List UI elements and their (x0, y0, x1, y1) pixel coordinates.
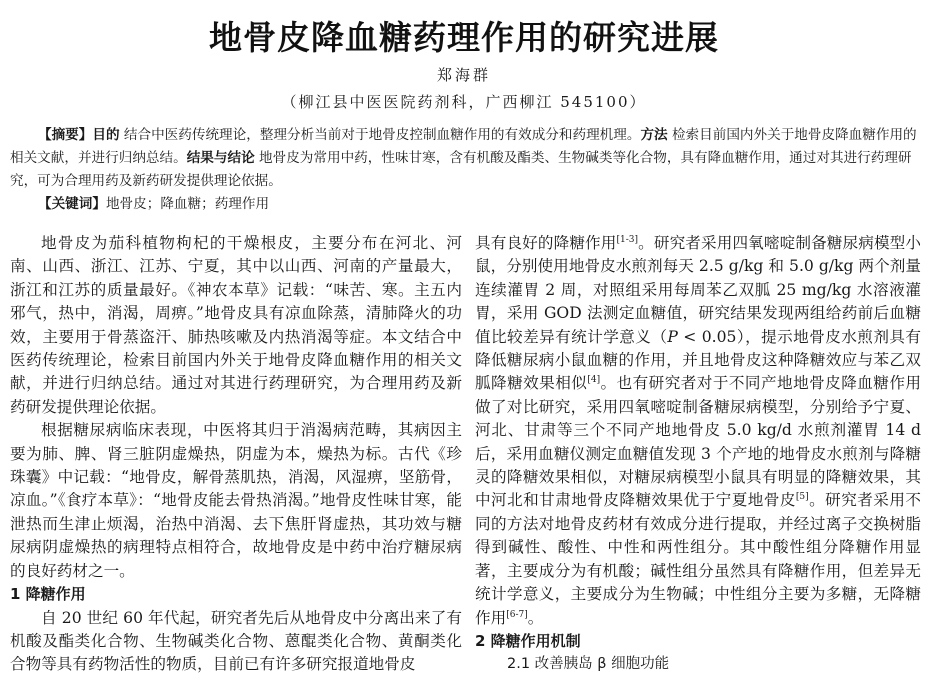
results-text: 地骨皮为常用中药，性味甘寒，含有机酸及酯类、生物碱类等化合物，具有降血糖作用，通过对其进行药理研究，可为合理用药及新药研发提供理论依据。 (10, 150, 912, 189)
subsection-2-1-heading: 2.1 改善胰岛 β 细胞功能 (507, 656, 670, 673)
section-1-paragraph-continued (475, 232, 921, 630)
text-run: < 0.05），提示地骨皮水煎剂具有降低糖尿病小鼠血糖的作用，并且地骨皮这种降糖效应与苯乙双胍降糖效果相似 (475, 327, 921, 393)
objective-text: 结合中医药传统理论，整理分析当前对于地骨皮控制血糖作用的有效成分和药理机理。 (119, 127, 641, 143)
body-column-right (475, 232, 921, 677)
citation-ref: [1-3] (616, 235, 639, 245)
citation-ref: [4] (587, 375, 601, 386)
keywords-text: 地骨皮；降血糖；药理作用 (105, 196, 270, 212)
keywords-paragraph (10, 193, 920, 216)
section-2-heading: 2 降糖作用机制 (475, 631, 581, 650)
body-column-left (10, 232, 462, 677)
text-run: 。研究者采用四氧嘧啶制备糖尿病模型小鼠，分别使用地骨皮水煎剂每天 2.5 g/kg 和 5.0 g/kg 两个剂量连续灌胃 2 周，对照组采用每周苯乙双胍 25 mg/kg 水溶液灌胃，采用 GOD 法测定血糖值，研究结果发现两组给药前后血糖值比较差异有统计学意义（ (475, 234, 921, 346)
citation-ref: [6-7] (506, 609, 528, 620)
p-value-symbol: P (667, 327, 678, 346)
intro-paragraph-2: 根据糖尿病临床表现，中医将其归于消渴病范畴，其病因主要为肺、脾、肾三脏阴虚燥热，阴虚为本，燥热为标。古代《珍珠囊》中记载：“地骨皮，解骨蒸肌热，消渴，风湿痹，坚筋骨，凉血。”《食疗本草》：“地骨皮能去骨热消渴。”地骨皮性味甘寒，能泄热而生津止烦渴，治热中消渴、去下焦肝肾虚热，其功效与糖尿病阴虚燥热的病理特点相符合，故地骨皮是中药中治疗糖尿病的良好药材之一。 (10, 421, 462, 580)
method-text: 检索目前国内外关于地骨皮降血糖作用的相关文献，并进行归纳总结。 (10, 127, 917, 166)
text-run: 。研究者采用不同的方法对地骨皮药材有效成分进行提取，并经过离子交换树脂得到碱性、酸性、中性和两性组分。其中酸性组分降糖作用显著，主要成分为有机酸；碱性组分虽然具有降糖作用，但差异无统计学意义，主要成分为生物碱；中性组分主要为多糖，无降糖作用 (475, 491, 921, 627)
keywords-label: 【关键词】 (38, 196, 106, 212)
abstract-paragraph (10, 124, 920, 193)
author-name: 郑海群 (436, 66, 491, 84)
objective-label: 目的 (92, 127, 120, 143)
method-label: 方法 (640, 127, 668, 143)
text-run: 。 (527, 608, 544, 627)
text-run: 具有良好的降糖作用 (475, 234, 617, 252)
author-affiliation: （柳江县中医医院药剂科，广西柳江 545100） (281, 93, 647, 111)
citation-ref: [5] (795, 492, 809, 503)
section-1-paragraph: 自 20 世纪 60 年代起，研究者先后从地骨皮中分离出来了有机酸及酯类化合物、生物碱类化合物、蒽醌类化合物、黄酮类化合物等具有药物活性的物质，目前已有许多研究报道地骨皮 (10, 608, 462, 674)
intro-paragraph-1: 地骨皮为茄科植物枸杞的干燥根皮，主要分布在河北、河南、山西、浙江、江苏、宁夏，其中以山西、河南的产量最大，浙江和江苏的质量最好。《神农本草》记载：“味苦、寒。主五内邪气，热中，消渴，周痹。”地骨皮具有凉血除蒸，清肺降火的功效，主要用于骨蒸盗汗、肺热咳嗽及内热消渴等症。本文结合中医药传统理论，检索目前国内外关于地骨皮降血糖作用的相关文献，并进行归纳总结。通过对其进行药理研究，为合理用药及新药研发提供理论依据。 (10, 234, 462, 416)
abstract-label: 【摘要】 (38, 127, 93, 143)
text-run: 。也有研究者对于不同产地地骨皮降血糖作用做了对比研究，采用四氧嘧啶制备糖尿病模型，分别给予宁夏、河北、甘肃等三个不同产地地骨皮 5.0 kg/d 水煎剂灌胃 14 d 后，采用血糖仪测定血糖值发现 3 个产地的地骨皮水煎剂与降糖灵的降糖效果相似，对糖尿病模型小鼠具有明显的降糖效果，其中河北和甘肃地骨皮降糖效果优于宁夏地骨皮 (475, 374, 921, 510)
paper-title: 地骨皮降血糖药理作用的研究进展 (209, 18, 719, 57)
results-label: 结果与结论 (186, 150, 255, 166)
section-1-heading: 1 降糖作用 (10, 585, 86, 604)
abstract-block (10, 124, 920, 216)
